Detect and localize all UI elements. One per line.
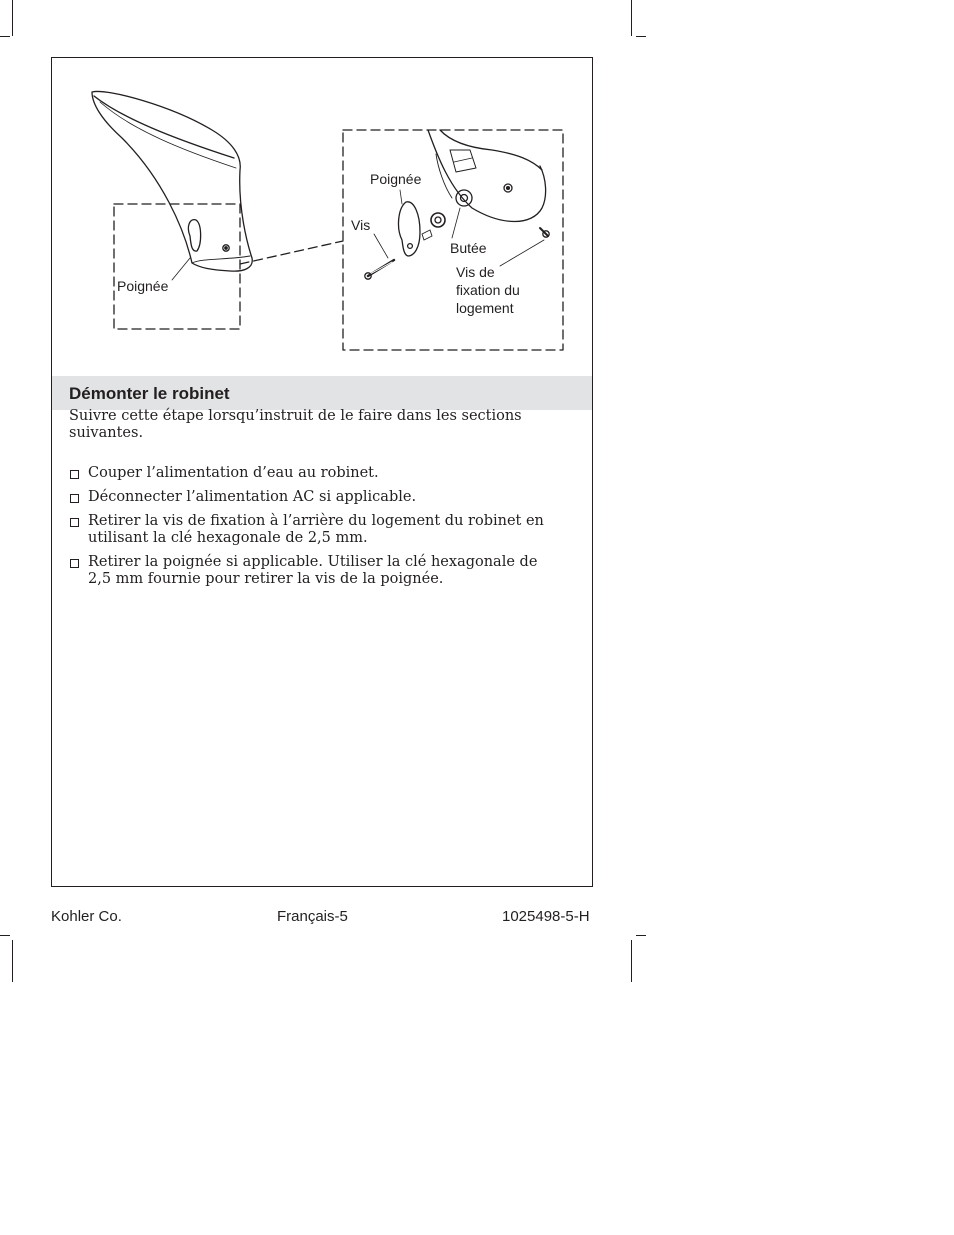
steps-list — [69, 465, 549, 595]
checkbox-bullet-icon — [70, 518, 79, 527]
faucet-spout — [92, 91, 252, 271]
step-text: Retirer la vis de fixation à l’arrière du logement du robinet en utilisant la clé hexagonale de 2,5 mm. — [88, 513, 544, 546]
label-stop: Butée — [450, 240, 487, 256]
section-heading-bar — [52, 376, 592, 410]
label-handle-right: Poignée — [370, 171, 422, 187]
step-text: Retirer la poignée si applicable. Utiliser la clé hexagonale de 2,5 mm fournie pour retirer la vis de la poignée. — [88, 554, 538, 587]
label-housing-screw: Vis de fixation du logement — [456, 264, 520, 316]
footer-page-number: Français-5 — [277, 908, 348, 925]
faucet-illustration — [52, 58, 592, 373]
crop-mark — [636, 36, 646, 37]
step-text: Couper l’alimentation d’eau au robinet. — [88, 465, 379, 481]
crop-mark — [631, 0, 632, 36]
crop-mark — [0, 36, 10, 37]
crop-mark — [636, 935, 646, 936]
content-frame — [51, 57, 593, 887]
intro-text: Suivre cette étape lorsqu’instruit de le faire dans les sections suivantes. — [69, 408, 522, 441]
faucet-handle — [188, 220, 200, 251]
crop-mark — [0, 935, 10, 936]
step-text: Déconnecter l’alimentation AC si applicable. — [88, 489, 417, 505]
list-item — [69, 489, 549, 506]
list-item — [69, 513, 549, 547]
section-heading: Démonter le robinet — [69, 384, 230, 403]
crop-mark — [12, 0, 13, 36]
footer-document-id: 1025498-5-H — [502, 908, 590, 925]
label-screw: Vis — [351, 217, 371, 233]
footer-company: Kohler Co. — [51, 908, 122, 925]
crop-mark — [12, 940, 13, 982]
crop-mark — [631, 940, 632, 982]
label-handle-left: Poignée — [117, 278, 169, 294]
checkbox-bullet-icon — [70, 470, 79, 479]
checkbox-bullet-icon — [70, 559, 79, 568]
list-item — [69, 465, 549, 482]
checkbox-bullet-icon — [70, 494, 79, 503]
list-item — [69, 554, 549, 588]
